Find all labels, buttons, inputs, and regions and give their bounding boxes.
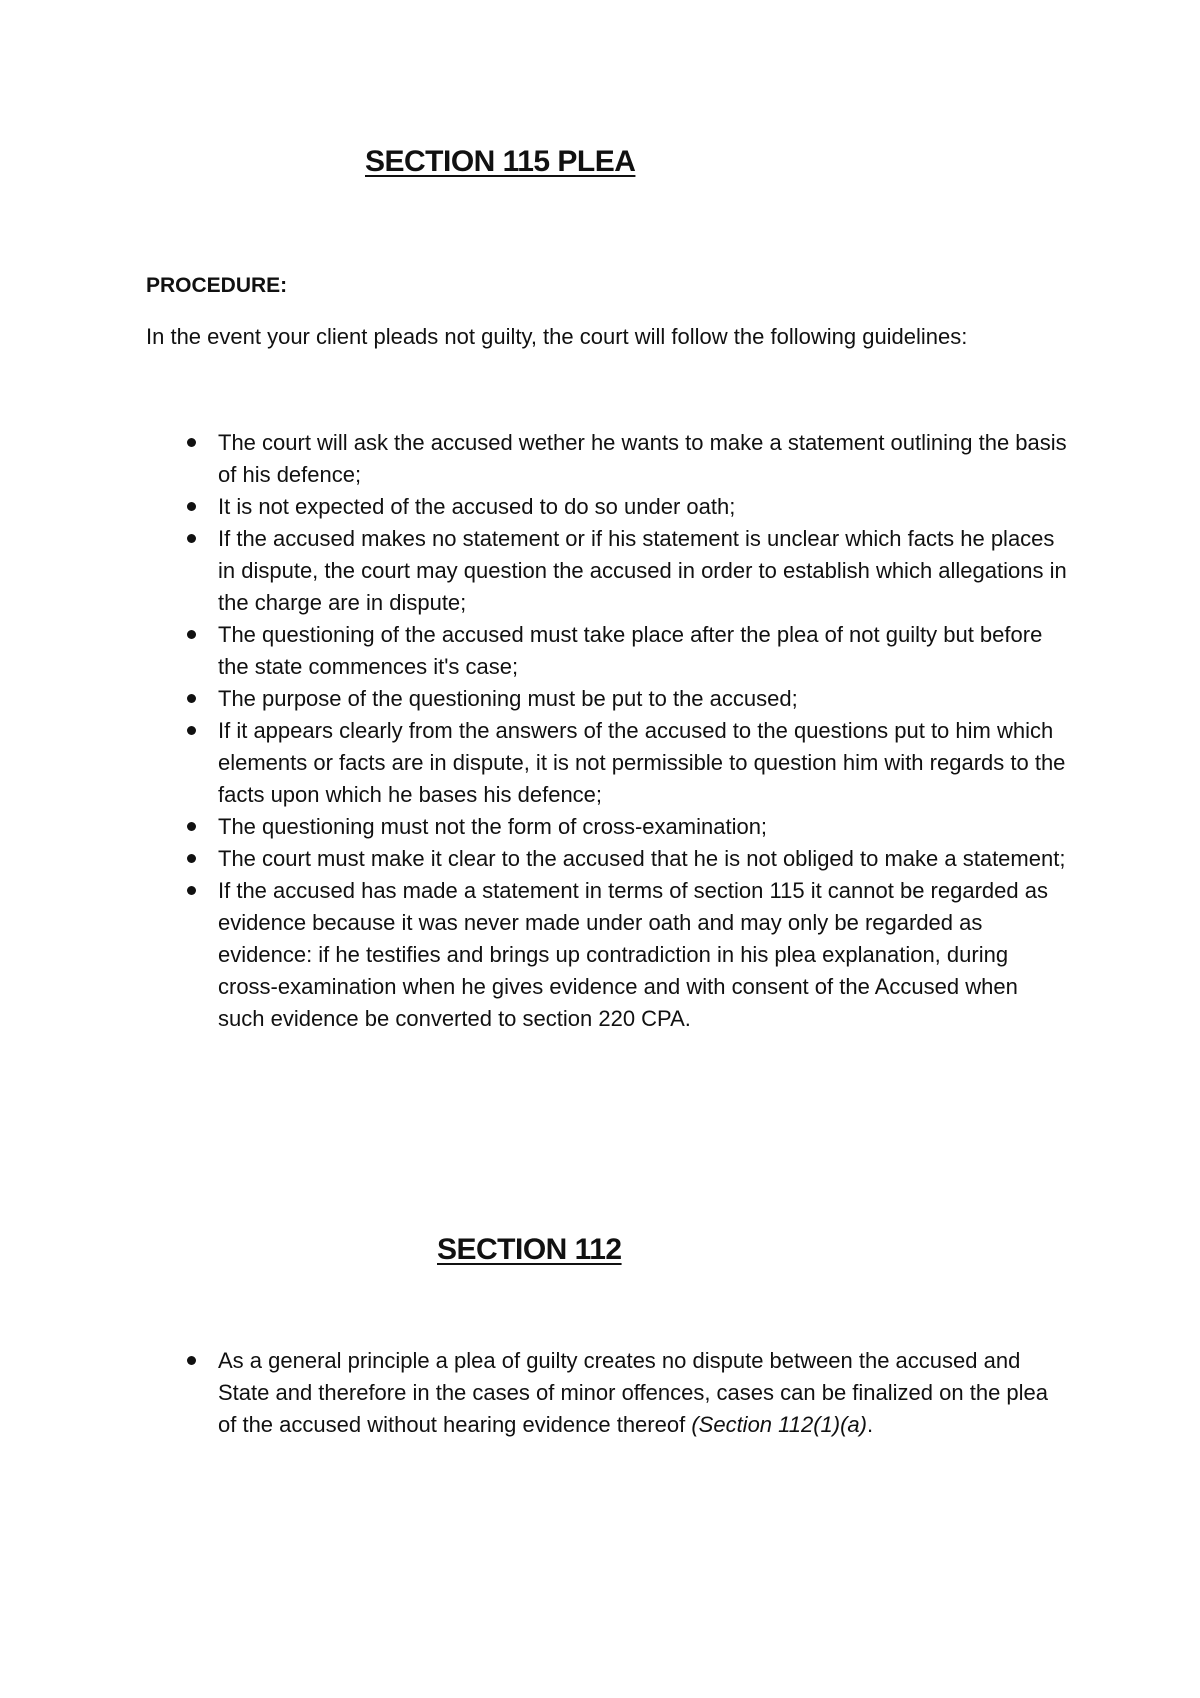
list-item-text: The questioning of the accused must take place after the plea of not guilty but before the state commences it's case; [218,622,1043,679]
bullet-icon [187,534,196,543]
list-item [218,1345,1068,1441]
procedure-label: PROCEDURE: [146,274,288,297]
section-115-title: SECTION 115 PLEA [365,145,636,178]
list-item [218,619,1068,683]
section-112-title: SECTION 112 [437,1233,622,1266]
list-item [218,427,1068,491]
bullet-icon [187,438,196,447]
bullet-icon [187,630,196,639]
list-item [218,843,1068,875]
list-item-text: As a general principle a plea of guilty creates no dispute between the accused and State and therefore in the cases of minor offences, cases can be finalized on the plea of the accused without hearing evidence thereof [218,1348,1049,1437]
list-item-text: If the accused has made a statement in terms of section 115 it cannot be regarded as evidence because it was never made under oath and may only be regarded as evidence: if he testifies and brings up contradiction in his plea explanation, during cross-examination when he gives evidence and with consent of the Accused when such evidence be converted to section 220 CPA. [218,878,1048,1031]
bullet-icon [187,854,196,863]
list-item-text: The court will ask the accused wether he wants to make a statement outlining the basis of his defence; [218,430,1067,487]
list-item-end: . [867,1412,874,1437]
procedure-intro: In the event your client pleads not guilty, the court will follow the following guidelines: [146,324,968,349]
list-item-text: It is not expected of the accused to do so under oath; [218,494,736,519]
list-item [218,811,1068,843]
section-citation: (Section 112(1)(a) [691,1412,867,1437]
list-item-text: If it appears clearly from the answers of the accused to the questions put to him which elements or facts are in dispute, it is not permissible to question him with regards to the facts upon which he bases his defence; [218,718,1066,807]
list-item-text: The court must make it clear to the accused that he is not obliged to make a statement; [218,846,1066,871]
bullet-icon [187,502,196,511]
list-item [218,715,1068,811]
bullet-icon [187,694,196,703]
bullet-icon [187,726,196,735]
section-115-guidelines-list [218,427,1068,1035]
list-item [218,875,1068,1035]
bullet-icon [187,822,196,831]
list-item-text: The questioning must not the form of cross-examination; [218,814,768,839]
bullet-icon [187,1356,196,1365]
section-112-list [218,1345,1068,1441]
list-item-text: The purpose of the questioning must be put to the accused; [218,686,798,711]
list-item [218,491,1068,523]
list-item-text: If the accused makes no statement or if his statement is unclear which facts he places in dispute, the court may question the accused in order to establish which allegations in the charge are in dispute; [218,526,1067,615]
list-item [218,683,1068,715]
list-item [218,523,1068,619]
bullet-icon [187,886,196,895]
